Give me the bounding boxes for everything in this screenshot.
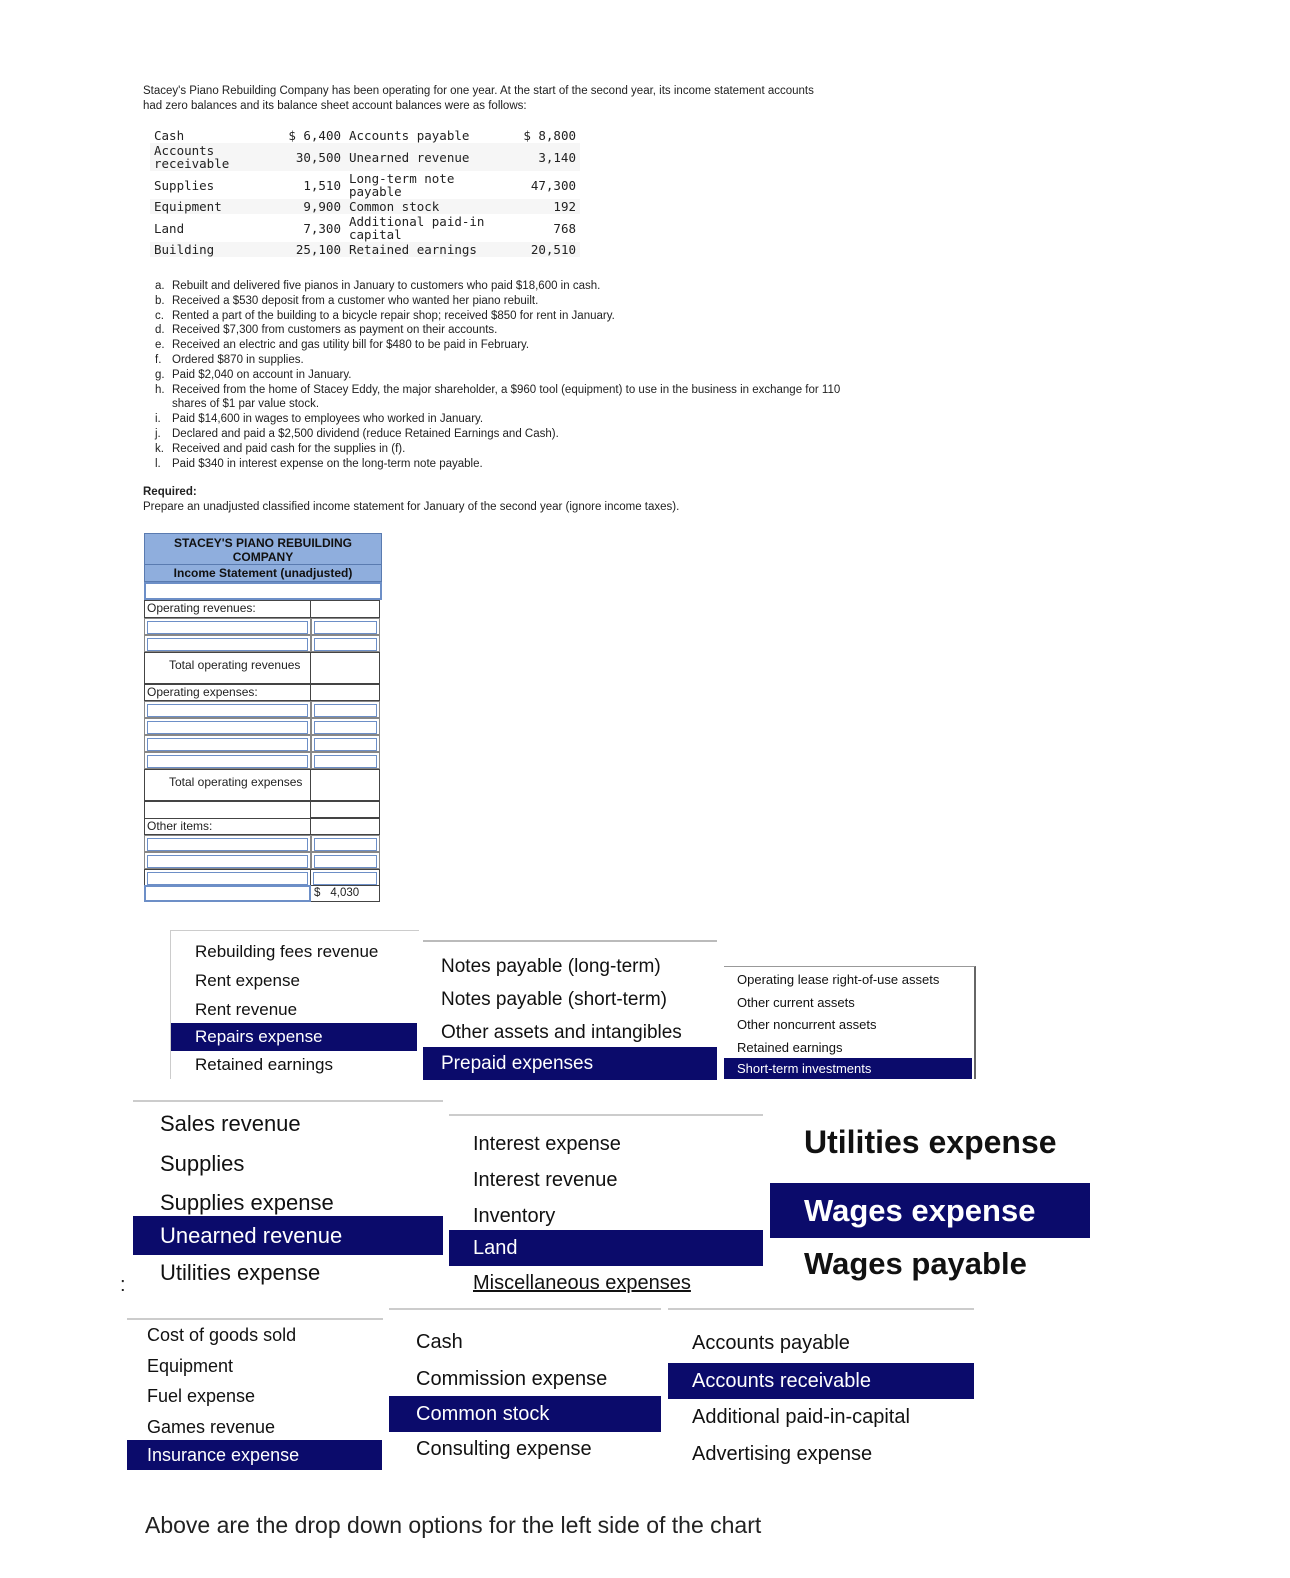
option-item[interactable]: Additional paid-in-capital: [692, 1406, 910, 1428]
dropdown-panel-6: [770, 1124, 1090, 1290]
account-select[interactable]: [144, 735, 311, 752]
amount-input[interactable]: [311, 835, 380, 852]
total-expenses-amount[interactable]: [311, 769, 380, 801]
dropdown-panel-5: [449, 1114, 763, 1292]
option-item[interactable]: Rent revenue: [195, 1000, 298, 1019]
amount-input[interactable]: [311, 635, 380, 652]
list-item: c. Rented a part of the building to a bicycle repair shop; received $850 for rent in January.: [155, 309, 615, 322]
dropdown-panel-4: [133, 1100, 443, 1292]
option-item[interactable]: Other current assets: [737, 994, 855, 1010]
option-item[interactable]: Notes payable (short-term): [441, 989, 667, 1010]
option-item-selected[interactable]: Accounts receivable: [668, 1363, 974, 1399]
option-item[interactable]: Rent expense: [195, 971, 300, 990]
dropdown-panel-3: [724, 966, 976, 1079]
option-item[interactable]: Accounts payable: [692, 1332, 850, 1354]
list-item: d. Received $7,300 from customers as payment on their accounts.: [155, 324, 498, 337]
required-label: Required:: [143, 486, 197, 498]
option-item-selected[interactable]: Wages expense: [770, 1183, 1090, 1238]
dropdown-panel-8: [389, 1308, 661, 1470]
account-select[interactable]: [144, 618, 311, 635]
list-item: h. Received from the home of Stacey Eddy, the major shareholder, a $960 tool (equipment) to use in the business in exchange for 110 shares of $1 par value stock.: [155, 383, 841, 411]
list-item: b. Received a $530 deposit from a customer who wanted her piano rebuilt.: [155, 294, 539, 307]
dropdown-panel-9: [668, 1308, 974, 1470]
account-select[interactable]: [144, 752, 311, 769]
option-item[interactable]: Cash: [416, 1331, 463, 1353]
table-row: Land 7,300 Additional paid-in capital 768: [154, 214, 576, 242]
heading-input[interactable]: [144, 582, 382, 600]
net-income-amount[interactable]: $ 4,030: [311, 885, 380, 902]
table-row: Supplies 1,510 Long-term note payable 47,300: [154, 171, 576, 199]
amount-input[interactable]: [311, 735, 380, 752]
income-statement: [144, 533, 382, 903]
required-text: Prepare an unadjusted classified income statement for January of the second year (ignore income taxes).: [143, 501, 680, 513]
option-item-selected[interactable]: Insurance expense: [127, 1440, 382, 1470]
account-select[interactable]: [144, 869, 311, 886]
list-item: a. Rebuilt and delivered five pianos in January to customers who paid $18,600 in cash.: [155, 280, 601, 292]
option-item-selected[interactable]: Land: [449, 1230, 763, 1266]
required-section: [143, 485, 679, 515]
problem-intro: Stacey's Piano Rebuilding Company has been operating for one year. At the start of the second year, its income statement accounts had zero balances and its balance sheet account balances were as follows:: [143, 85, 814, 112]
option-item[interactable]: Miscellaneous expenses: [473, 1272, 691, 1294]
operating-revenues-label: Operating revenues:: [144, 600, 311, 618]
account-select[interactable]: [144, 718, 311, 735]
account-select[interactable]: [144, 835, 311, 852]
option-item[interactable]: Rebuilding fees revenue: [195, 942, 379, 961]
account-balances-table: [150, 128, 580, 257]
option-item[interactable]: Games revenue: [147, 1416, 276, 1437]
net-income-label-input[interactable]: [144, 885, 311, 902]
list-item: l. Paid $340 in interest expense on the long-term note payable.: [155, 457, 483, 470]
option-item[interactable]: Consulting expense: [416, 1438, 592, 1460]
option-item-selected[interactable]: Prepaid expenses: [423, 1047, 717, 1080]
account-select[interactable]: [144, 701, 311, 718]
footer-note: Above are the drop down options for the left side of the chart: [145, 1512, 762, 1538]
option-item[interactable]: Interest expense: [473, 1133, 621, 1155]
list-item: g. Paid $2,040 on account in January.: [155, 368, 352, 381]
option-item[interactable]: Cost of goods sold: [147, 1325, 297, 1345]
option-item[interactable]: Retained earnings: [195, 1055, 333, 1074]
option-item[interactable]: Equipment: [147, 1355, 234, 1376]
list-item: f. Ordered $870 in supplies.: [155, 353, 304, 366]
account-select[interactable]: [144, 852, 311, 869]
dropdown-panel-1: [170, 930, 419, 1079]
table-row: Equipment 9,900 Common stock 192: [150, 199, 580, 214]
dropdown-panel-7: [127, 1318, 383, 1470]
amount-input[interactable]: [311, 718, 380, 735]
option-item-selected[interactable]: Short-term investments: [724, 1058, 972, 1079]
account-select[interactable]: [144, 635, 311, 652]
option-item-selected[interactable]: Repairs expense: [171, 1023, 417, 1051]
option-item[interactable]: Retained earnings: [737, 1039, 843, 1055]
option-item[interactable]: Utilities expense: [160, 1260, 321, 1285]
amount-input[interactable]: [311, 701, 380, 718]
option-item[interactable]: Sales revenue: [160, 1111, 301, 1136]
list-item: i. Paid $14,600 in wages to employees who worked in January.: [155, 413, 484, 426]
total-operating-expenses-label: Total operating expenses: [144, 769, 311, 801]
option-item-selected[interactable]: Common stock: [389, 1396, 661, 1432]
table-row: Cash $ 6,400 Accounts payable $ 8,800: [154, 128, 576, 143]
option-item[interactable]: Commission expense: [416, 1367, 608, 1390]
statement-title: Income Statement (unadjusted): [145, 564, 381, 581]
total-revenues-amount[interactable]: [311, 652, 380, 684]
table-row: Building 25,100 Retained earnings 20,510: [150, 242, 580, 257]
company-name: STACEY'S PIANO REBUILDING COMPANY: [174, 536, 352, 564]
list-item: j. Declared and paid a $2,500 dividend (reduce Retained Earnings and Cash).: [155, 427, 559, 440]
option-item[interactable]: Other noncurrent assets: [737, 1017, 877, 1032]
operating-expenses-label: Operating expenses:: [144, 684, 311, 701]
total-operating-revenues-label: Total operating revenues: [144, 652, 311, 684]
option-item[interactable]: Inventory: [473, 1205, 556, 1227]
other-items-label: Other items:: [144, 818, 311, 835]
transactions-list: [155, 279, 855, 471]
amount-input[interactable]: [311, 852, 380, 869]
option-item[interactable]: Supplies expense: [160, 1190, 334, 1215]
option-item[interactable]: Interest revenue: [473, 1169, 618, 1191]
list-item: e. Received an electric and gas utility bill for $480 to be paid in February.: [155, 339, 530, 352]
option-item-clipped[interactable]: Utilities expense: [804, 1124, 1057, 1160]
amount-input[interactable]: [311, 618, 380, 635]
option-item[interactable]: Fuel expense: [147, 1386, 256, 1406]
option-item[interactable]: Notes payable (long-term): [441, 956, 661, 977]
option-item[interactable]: Wages payable: [804, 1246, 1027, 1281]
option-item-selected[interactable]: Unearned revenue: [133, 1216, 443, 1255]
table-row: Accounts receivable 30,500 Unearned revenue 3,140: [150, 143, 580, 171]
option-item[interactable]: Other assets and intangibles: [441, 1022, 682, 1043]
option-item[interactable]: Supplies: [160, 1150, 245, 1176]
dropdown-panel-2: [423, 940, 717, 1080]
list-item: k. Received and paid cash for the supplies in (f).: [155, 442, 406, 455]
amount-input[interactable]: [311, 752, 380, 769]
colon-mark: :: [120, 1274, 126, 1296]
option-item[interactable]: Advertising expense: [692, 1443, 873, 1465]
option-item[interactable]: Operating lease right-of-use assets: [737, 972, 940, 987]
statement-header: [144, 533, 382, 582]
